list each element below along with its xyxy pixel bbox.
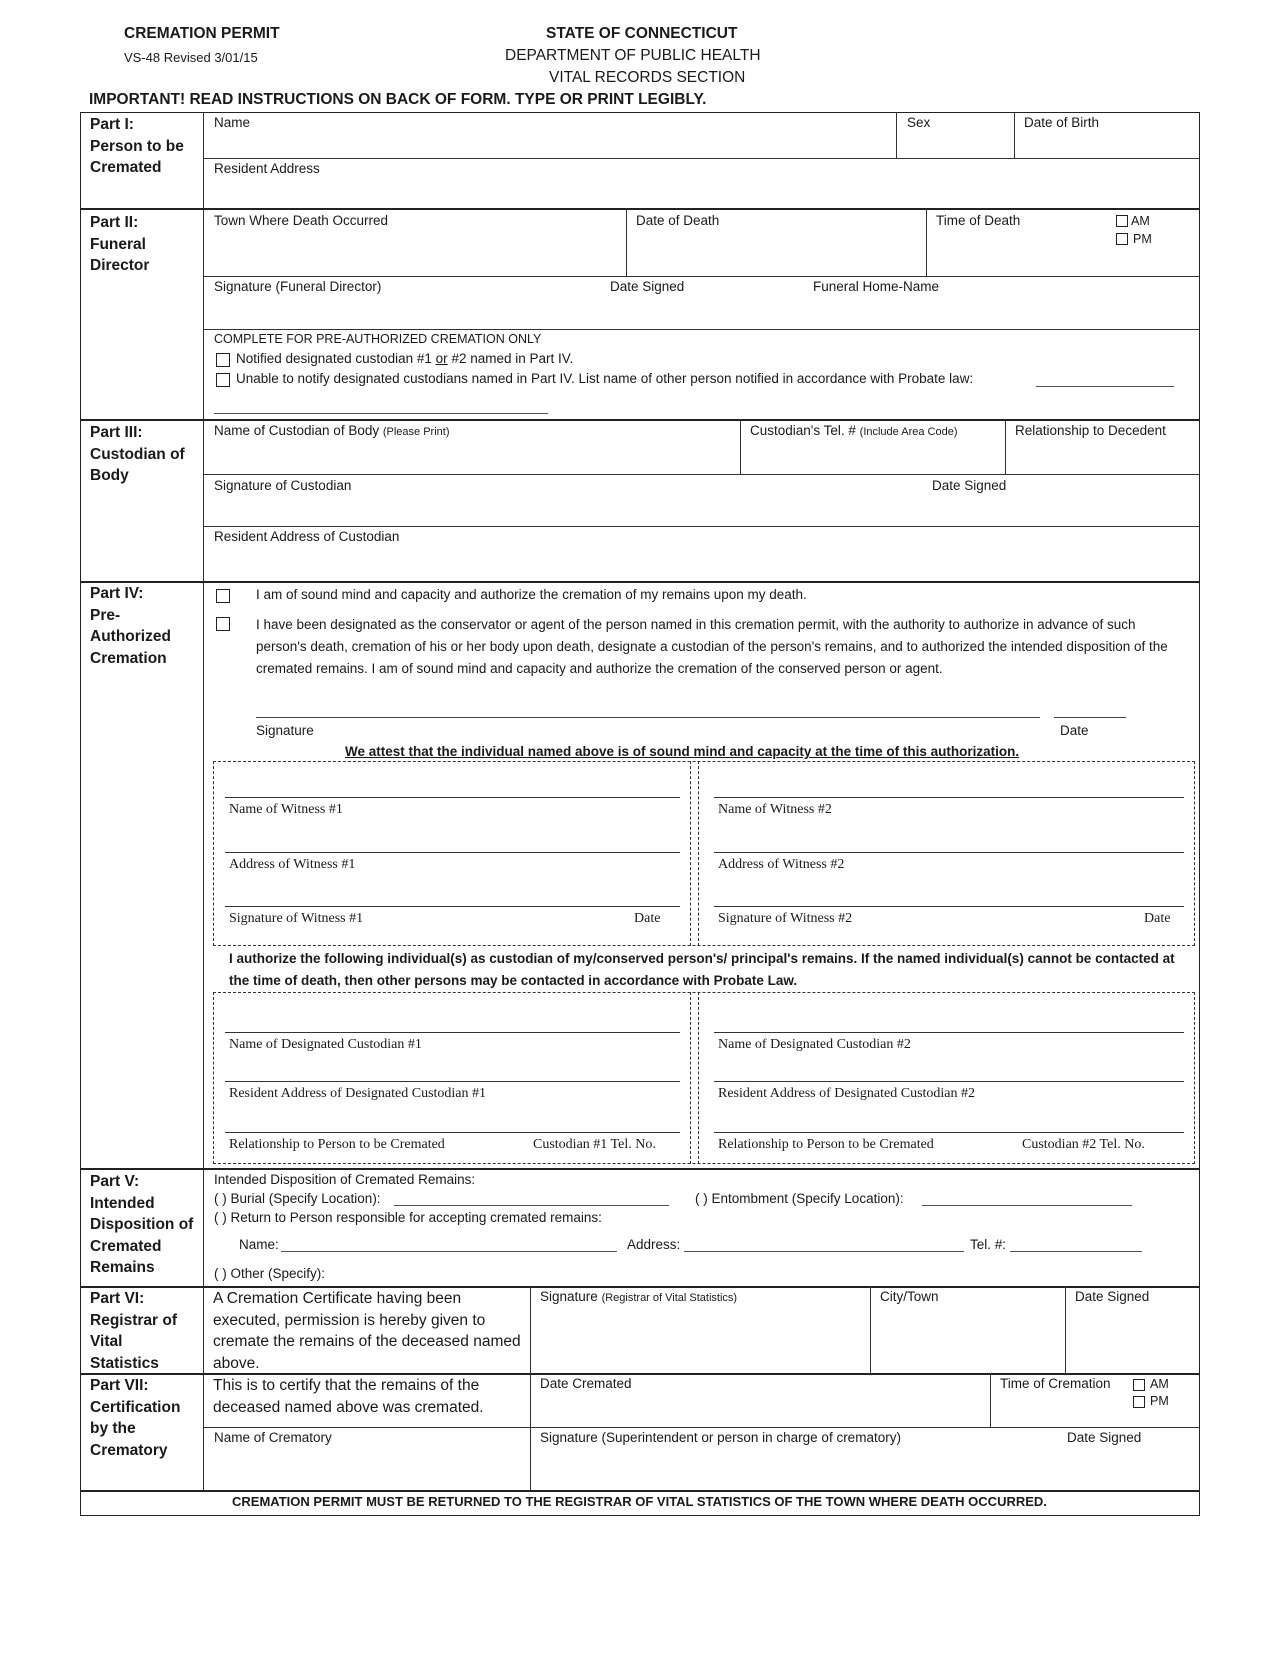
custodian-date-signed-label: Date Signed (932, 478, 1007, 493)
part4-label: Part IV: Pre- Authorized Cremation (90, 585, 171, 667)
other-person-notified-line-2[interactable] (214, 413, 548, 414)
burial-location-line[interactable] (394, 1205, 669, 1206)
custodian1-name-line[interactable] (225, 1032, 680, 1033)
time-of-cremation-label: Time of Cremation (1000, 1376, 1111, 1391)
conservator-authorize-text: I have been designated as the conservator or agent of the person named in this cremation permit, with the authority to authorize in advance of such person's death, cremation of his or her body upon death, designate a custodian of the person's remains, and to authorized the intended disposition of the cremated remains. I am of sound mind and capacity and authorize the cremation of the conserved person or agent. (256, 617, 1168, 676)
recipient-tel-label: Tel. #: (970, 1237, 1007, 1252)
custodian-name-field[interactable] (204, 442, 738, 472)
witness1-address-line[interactable] (225, 852, 680, 853)
time-of-death-pm-checkbox[interactable] (1116, 233, 1128, 245)
relationship-to-decedent-label: Relationship to Decedent (1015, 423, 1166, 438)
form-revision: VS-48 Revised 3/01/15 (124, 50, 258, 65)
resident-address-label: Resident Address (214, 161, 320, 176)
other-option[interactable]: ( ) Other (Specify): (214, 1266, 326, 1281)
notified-custodian-checkbox[interactable] (216, 353, 230, 367)
custodian-tel-field[interactable] (742, 442, 1003, 472)
relationship-to-decedent-field[interactable] (1007, 442, 1198, 472)
funeral-home-label: Funeral Home-Name (813, 279, 940, 294)
witness1-name-line[interactable] (225, 797, 680, 798)
custodian1-address-line[interactable] (225, 1081, 680, 1082)
time-of-death-label: Time of Death (936, 213, 1021, 228)
entombment-location-line[interactable] (922, 1205, 1132, 1206)
witness2-signature-line[interactable] (714, 906, 1184, 907)
custodian-date-signed-field[interactable] (928, 496, 1198, 524)
funeral-home-field[interactable] (810, 296, 1198, 327)
return-to-person-option[interactable]: ( ) Return to Person responsible for accepting cremated remains: (214, 1210, 602, 1225)
part7-label: Part VII: Certification by the Crematory (90, 1377, 181, 1459)
custodian-signature-field[interactable] (204, 496, 924, 524)
conservator-authorize-checkbox[interactable] (216, 617, 230, 631)
recipient-address-label: Address: (627, 1237, 681, 1252)
registrar-date-signed-field[interactable] (1067, 1308, 1198, 1371)
custodian-address-field[interactable] (204, 548, 1198, 578)
crematory-name-field[interactable] (204, 1449, 528, 1488)
return-instructions: CREMATION PERMIT MUST BE RETURNED TO THE REGISTRAR OF VITAL STATISTICS OF THE TOWN WHERE DEATH OCCURRED. (232, 1494, 1047, 1509)
town-of-death-label: Town Where Death Occurred (214, 213, 389, 228)
custodian-name-label: Name of Custodian of Body (Please Print) (214, 423, 450, 438)
date-cremated-label: Date Cremated (540, 1376, 632, 1391)
registrar-signature-field[interactable] (532, 1308, 868, 1371)
unable-to-notify-text: Unable to notify designated custodians named in Part IV. List name of other person notified in accordance with Probate law: (236, 371, 974, 386)
entombment-option[interactable]: ( ) Entombment (Specify Location): (695, 1191, 904, 1206)
custodian1-relationship-line[interactable] (225, 1132, 680, 1133)
unable-to-notify-checkbox[interactable] (216, 373, 230, 387)
part4-date-label: Date (1060, 723, 1089, 738)
witness2-address-line[interactable] (714, 852, 1184, 853)
part4-signature-line[interactable] (256, 717, 1040, 718)
crematory-certification-text: This is to certify that the remains of the deceased named above was cremated. (213, 1377, 484, 1416)
fd-date-signed-label: Date Signed (610, 279, 685, 294)
custodian2-relationship-line[interactable] (714, 1132, 1184, 1133)
date-cremated-field[interactable] (532, 1395, 988, 1425)
recipient-address-line[interactable] (684, 1251, 964, 1252)
part1-label: Part I: Person to be Cremated (90, 116, 184, 176)
part4-date-line[interactable] (1054, 717, 1126, 718)
cremation-am-checkbox[interactable] (1133, 1379, 1145, 1391)
notified-custodian-text: Notified designated custodian #1 or #2 named in Part IV. (236, 351, 574, 366)
recipient-name-label: Name: (239, 1237, 279, 1252)
part4-signature-label: Signature (256, 723, 314, 738)
department-name: DEPARTMENT OF PUBLIC HEALTH (505, 47, 761, 64)
self-authorize-text: I am of sound mind and capacity and authorize the cremation of my remains upon my death. (256, 587, 807, 602)
name-field[interactable] (204, 132, 894, 157)
dob-field[interactable] (1016, 132, 1198, 157)
fd-date-signed-field[interactable] (608, 296, 804, 327)
disposition-intro: Intended Disposition of Cremated Remains: (214, 1172, 476, 1187)
preauth-section-title: COMPLETE FOR PRE-AUTHORIZED CREMATION ONLY (214, 332, 542, 346)
custodian2-name-line[interactable] (714, 1032, 1184, 1033)
self-authorize-checkbox[interactable] (216, 589, 230, 603)
city-town-label: City/Town (880, 1289, 939, 1304)
form-title: CREMATION PERMIT (124, 25, 280, 42)
custodian-address-label: Resident Address of Custodian (214, 529, 400, 544)
resident-address-field[interactable] (204, 178, 1198, 206)
registrar-permission-text: A Cremation Certificate having been executed, permission is hereby given to cremate the remains of the deceased named above. (213, 1290, 521, 1372)
registrar-date-signed-label: Date Signed (1075, 1289, 1150, 1304)
time-of-death-am-checkbox[interactable] (1116, 215, 1128, 227)
part5-label: Part V: Intended Disposition of Cremated Remains (90, 1173, 194, 1276)
attestation-statement: We attest that the individual named above is of sound mind and capacity at the time of this authorization. (345, 744, 1020, 759)
sex-field-label: Sex (907, 115, 931, 130)
registrar-signature-label: Signature (Registrar of Vital Statistics) (540, 1289, 738, 1304)
section-name: VITAL RECORDS SECTION (549, 69, 746, 86)
funeral-director-signature-label: Signature (Funeral Director) (214, 279, 382, 294)
town-of-death-field[interactable] (204, 232, 624, 274)
date-of-death-field[interactable] (628, 232, 924, 274)
crematory-signature-field[interactable] (532, 1449, 1052, 1488)
custodian-signature-label: Signature of Custodian (214, 478, 352, 493)
funeral-director-signature-field[interactable] (204, 296, 604, 327)
part2-label: Part II: Funeral Director (90, 214, 150, 274)
sex-field[interactable] (898, 132, 1012, 157)
crematory-signature-label: Signature (Superintendent or person in charge of crematory) (540, 1430, 901, 1445)
state-name: STATE OF CONNECTICUT (546, 25, 738, 42)
recipient-name-line[interactable] (281, 1251, 617, 1252)
crematory-date-signed-label: Date Signed (1067, 1430, 1142, 1445)
cremation-pm-checkbox[interactable] (1133, 1396, 1145, 1408)
custodian2-address-line[interactable] (714, 1081, 1184, 1082)
date-of-death-label: Date of Death (636, 213, 720, 228)
important-notice: IMPORTANT! READ INSTRUCTIONS ON BACK OF FORM. TYPE OR PRINT LEGIBLY. (89, 91, 707, 108)
other-person-notified-line[interactable] (1036, 386, 1174, 387)
crematory-name-label: Name of Crematory (214, 1430, 332, 1445)
witness2-name-line[interactable] (714, 797, 1184, 798)
name-field-label: Name (214, 115, 251, 130)
crematory-date-signed-field[interactable] (1060, 1449, 1198, 1488)
city-town-field[interactable] (872, 1308, 1063, 1371)
recipient-tel-line[interactable] (1010, 1251, 1142, 1252)
part3-label: Part III: Custodian of Body (90, 424, 185, 484)
custodian-tel-label: Custodian's Tel. # (Include Area Code) (750, 423, 958, 438)
custodian-authorization-statement: I authorize the following individual(s) as custodian of my/conserved person's/ principal's remains. If the named individual(s) cannot be contacted at the time of death, then other persons may be contacted in accordance with Probate Law. (229, 951, 1175, 988)
dob-field-label: Date of Birth (1024, 115, 1100, 130)
burial-option[interactable]: ( ) Burial (Specify Location): (214, 1191, 381, 1206)
part6-label: Part VI: Registrar of Vital Statistics (90, 1290, 177, 1372)
witness1-signature-line[interactable] (225, 906, 680, 907)
